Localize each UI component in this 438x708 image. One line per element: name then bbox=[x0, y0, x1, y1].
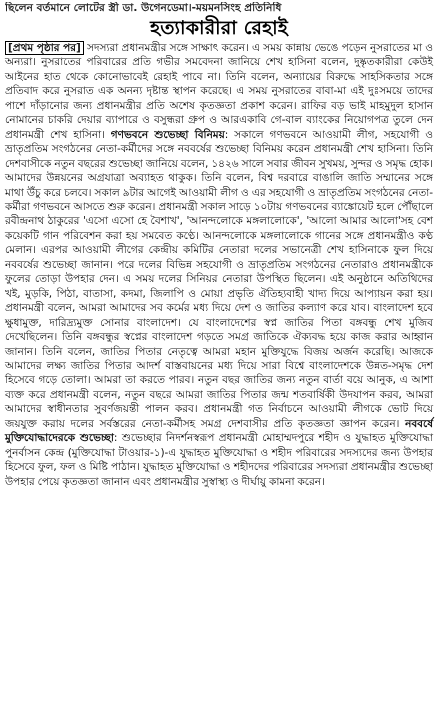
article-headline: হত্যাকারীরা রেহাই bbox=[150, 17, 288, 39]
section-heading: গণভবনে শুভেচ্ছা বিনিময় bbox=[110, 128, 225, 141]
previous-article-tail: ছিলেন বর্তমানে লোটের স্ত্রী ডা. উগেনডেমা।-ময়মনসিংহ প্রতিনিধি bbox=[5, 2, 282, 14]
article-paragraph bbox=[5, 41, 433, 489]
paragraph-text: : শুভেচ্ছার নিদর্শনস্বরূপ প্রধানমন্ত্রী মোহাম্মদপুরে শহীদ ও যুদ্ধাহত মুক্তিযোদ্ধা পুনর্বাসন কেন্দ্র (মুক্তিযোদ্ধা টাওয়ার-১)-এ যুদ্ধাহত মুক্তিযোদ্ধা ও শহীদ পরিবারের সদস্যদের জন্য উপহার হিসেবে ফুল, ফল ও মিষ্টি পাঠান। যুদ্ধাহত মুক্তিযোদ্ধা ও শহীদদের পরিবারের সদস্যরা প্রধানমন্ত্রীর শুভেচ্ছা উপহার পেয়ে কৃতজ্ঞতা জানান এবং প্রধানমন্ত্রীর সুস্বাস্থ্য ও দীর্ঘায়ু কামনা করেন। bbox=[5, 432, 433, 488]
paragraph-text: সদস্যরা প্রধানমন্ত্রীর সঙ্গে সাক্ষাৎ করেন। এ সময় কান্নায় ভেঙে পড়েন নুসরাতের মা ও অন্যরা। নুসরাতের পরিবারের প্রতি গভীর সমবেদনা জানিয়ে শেখ হাসিনা বলেন, দুষ্কৃতকারীরা কেউই আইনের হাত থেকে কোনোভাবেই রেহাই পাবে না। তিনি বলেন, অন্যায়ের বিরুদ্ধে সাহসিকতার সঙ্গে প্রতিবাদ করে নুসরাত এক অনন্য দৃষ্টান্ত স্থাপন করেছে। এ সময় নুসরাতের বাবা-মা এই দুঃসময়ে তাদের পাশে দাঁড়ানোর জন্য প্রধানমন্ত্রীর প্রতি অশেষ কৃতজ্ঞতা প্রকাশ করেন। রাফির বড় ভাই মাহমুদুল হাসান নোমানের চাকরি দেয়ার ব্যাপারে ও বসুন্ধরা গ্রুপ ও আরএকাবি গে-বাল ব্যাংকের নিয়োগপত্র তুলে দেন প্রধানমন্ত্রী শেখ হাসিনা। bbox=[5, 42, 433, 141]
paragraph-text: : সকালে গণভবনে আওয়ামী লীগ, সহযোগী ও ভ্রাতৃপ্রতিম সংগঠনের নেতা-কর্মীদের সঙ্গে নববর্ষের শুভেচ্ছা বিনিময় করেন প্রধানমন্ত্রী শেখ হাসিনা। তিনি দেশবাসীকে নতুন বছরের শুভেচ্ছা জানিয়ে বলেন, ১৪২৬ সালে সবার জীবন সুখময়, সুন্দর ও সমৃদ্ধ হোক। আমাদের উন্নয়নের অগ্রযাত্রা অব্যাহত থাকুক। তিনি বলেন, বিশ্ব দরবারে বাঙালি জাতি সম্মানের সঙ্গে মাথা উঁচু করে চলবে। সকাল ৯টার আগেই আওয়ামী লীগ ও এর সহযোগী ও ভ্রাতৃপ্রতিম সংগঠনের নেতা-কর্মীরা গণভবনে আসতে শুরু করেন। প্রধানমন্ত্রী সকাল সাড়ে ১০টায় গণভবনের ব্যাঙ্কোয়েট হলে পৌঁছালে রবীন্দ্রনাথ ঠাকুরের 'এসো এসো হে বৈশাখ', 'আনন্দলোকে মঙ্গলালোকে', 'আলো আমার আলো'সহ বেশ কয়েকটি গান পরিবেশন করা হয় সমবেত কণ্ঠে। আনন্দলোকে মঙ্গলালোকে গানের সঙ্গে প্রধানমন্ত্রীও কণ্ঠ মেলান। এরপর আওয়ামী লীগের কেন্দ্রীয় কমিটির নেতারা দলের সভানেত্রী শেখ হাসিনাকে ফুল দিয়ে নববর্ষের শুভেচ্ছা জানান। পরে দলের বিভিন্ন সহযোগী ও ভ্রাতৃপ্রতিম সংগঠনের নেতারাও প্রধানমন্ত্রীকে ফুলের তোড়া উপহার দেন। এ সময় দলের সিনিয়র নেতারা উপস্থিত ছিলেন। এই অনুষ্ঠানে অতিথিদের খই, মুড়কি, পিঠা, বাতাসা, কদমা, জিলাপি ও মোয়া প্রভৃতি ঐতিহ্যবাহী খাদ্য দিয়ে আপ্যায়ন করা হয়। প্রধানমন্ত্রী বলেন, আমরা আমাদের সব কর্মের মধ্য দিয়ে দেশ ও জাতির কল্যাণ করে যাব। বাংলাদেশ হবে ক্ষুধামুক্ত, দারিদ্র্যমুক্ত সোনার বাংলাদেশ। যে বাংলাদেশের স্বপ্ন জাতির পিতা বঙ্গবন্ধু শেখ মুজিব দেখেছিলেন। তিনি বঙ্গবন্ধুর স্বপ্নের বাংলাদেশ গড়তে সমগ্র জাতিকে ঐক্যবদ্ধ হয়ে কাজ করার আহ্বান জানান। তিনি বলেন, জাতির পিতার নেতৃত্বে আমরা মহান মুক্তিযুদ্ধে বিজয় অর্জন করেছি। আজকে আমাদের লক্ষ্য জাতির পিতার আদর্শ বাস্তবায়নের মধ্য দিয়ে সারা বিশ্বে বাংলাদেশকে উন্নত-সমৃদ্ধ দেশ হিসেবে গড়ে তোলা। আমরা তা করতে পারব। নতুন বছর জাতির জন্য নতুন বার্তা বয়ে আনুক, এ আশা ব্যক্ত করে প্রধানমন্ত্রী বলেন, নতুন বছরে আমরা জাতির পিতার জন্ম শতবার্ষিকী উদযাপন করব, আমরা আমাদের স্বাধীনতার সুবর্ণজয়ন্তী পালন করব। প্রধানমন্ত্রী গত নির্বাচনে আওয়ামী লীগকে ভোট দিয়ে জয়যুক্ত করায় দলের সর্বস্তরের নেতা-কর্মীসহ সমগ্র দেশবাসীর প্রতি কৃতজ্ঞতা জ্ঞাপন করেন। bbox=[5, 128, 433, 430]
article-body bbox=[5, 41, 433, 489]
section-heading: নববর্ষে মুক্তিযোদ্ধাদেরকে শুভেচ্ছা bbox=[5, 417, 433, 445]
continuation-tag: [প্রথম পৃষ্ঠার পর] bbox=[5, 41, 84, 55]
